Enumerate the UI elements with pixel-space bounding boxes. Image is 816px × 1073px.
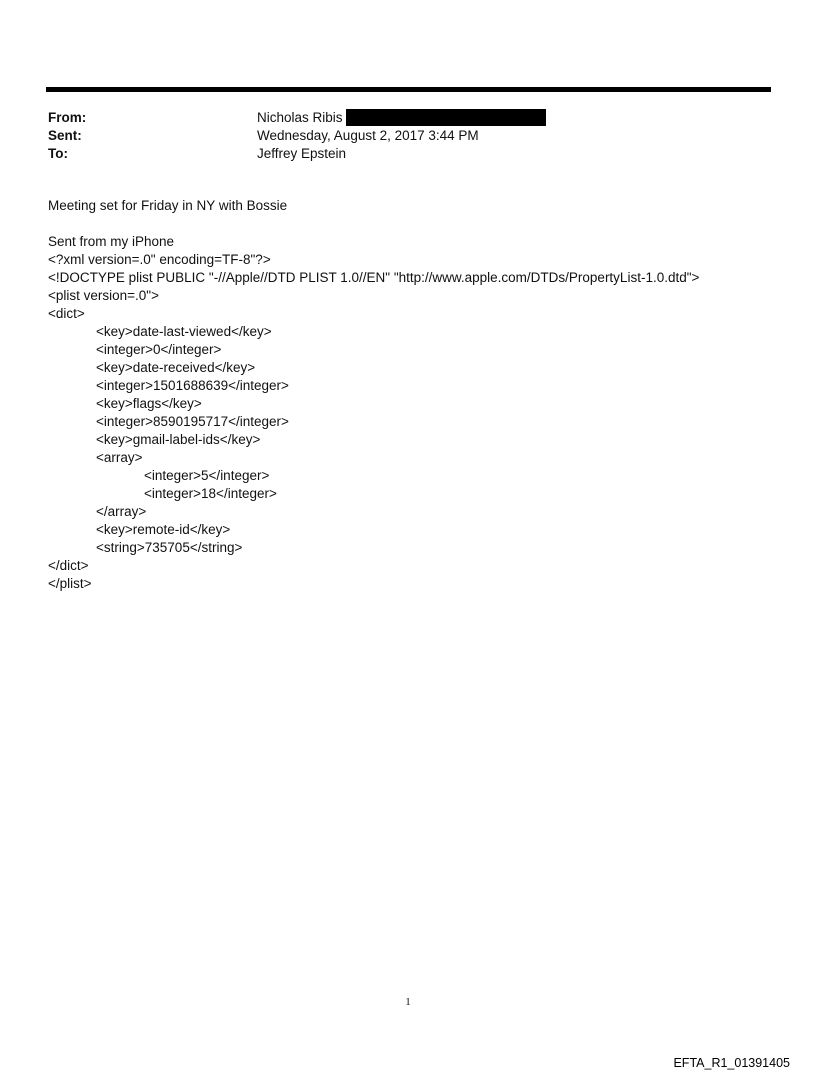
xml-line: <integer>0</integer> <box>96 342 222 357</box>
xml-line: <!DOCTYPE plist PUBLIC "-//Apple//DTD PLIST 1.0//EN" "http://www.apple.com/DTDs/PropertyList-1.0.dtd"> <box>48 270 700 285</box>
xml-line: </plist> <box>48 576 92 591</box>
document-id: EFTA_R1_01391405 <box>673 1056 790 1070</box>
message-text: Meeting set for Friday in NY with Bossie <box>48 198 288 213</box>
xml-line: <integer>18</integer> <box>144 486 277 501</box>
xml-line: <string>735705</string> <box>96 540 243 555</box>
blank-line <box>48 215 788 233</box>
xml-line: <integer>1501688639</integer> <box>96 378 289 393</box>
xml-line: <array> <box>96 450 143 465</box>
email-body <box>48 197 788 593</box>
xml-line: </array> <box>96 504 147 519</box>
from-row <box>48 109 768 127</box>
sent-value: Wednesday, August 2, 2017 3:44 PM <box>257 128 479 143</box>
xml-line: <dict> <box>48 306 85 321</box>
xml-line: <?xml version=.0" encoding=TF-8"?> <box>48 252 271 267</box>
page-number: 1 <box>405 996 411 1008</box>
from-value-wrapper <box>257 109 546 127</box>
email-header <box>48 109 768 163</box>
signature-text: Sent from my iPhone <box>48 234 175 249</box>
from-value: Nicholas Ribis <box>257 110 343 125</box>
xml-line: <integer>8590195717</integer> <box>96 414 289 429</box>
sent-row <box>48 127 768 145</box>
xml-line: <key>date-received</key> <box>96 360 256 375</box>
xml-line: </dict> <box>48 558 89 573</box>
redaction-block <box>346 109 546 126</box>
xml-line: <integer>5</integer> <box>144 468 270 483</box>
to-value: Jeffrey Epstein <box>257 146 347 161</box>
xml-line: <key>gmail-label-ids</key> <box>96 432 261 447</box>
header-divider <box>46 87 771 92</box>
from-label: From: <box>48 110 87 125</box>
xml-line: <plist version=.0"> <box>48 288 159 303</box>
to-label: To: <box>48 146 68 161</box>
xml-line: <key>remote-id</key> <box>96 522 231 537</box>
xml-line: <key>date-last-viewed</key> <box>96 324 272 339</box>
to-row <box>48 145 768 163</box>
xml-line: <key>flags</key> <box>96 396 202 411</box>
sent-label: Sent: <box>48 128 82 143</box>
